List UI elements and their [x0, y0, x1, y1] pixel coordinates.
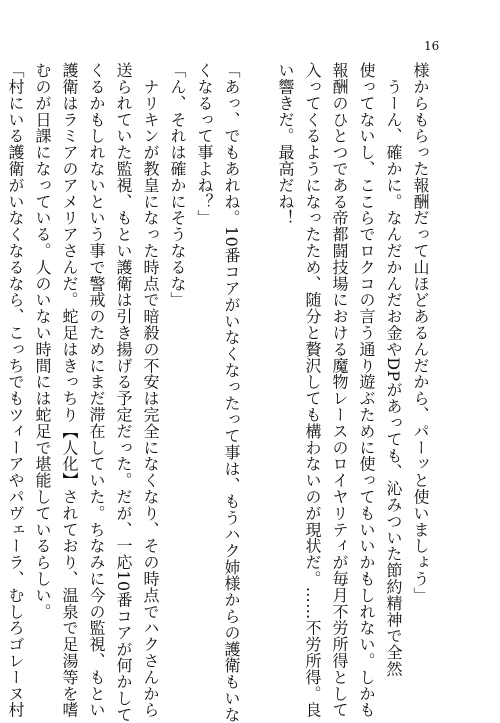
text-line: 報酬のひとつである帝都闘技場における魔物レースのロイヤリティが毎月不労所得として: [330, 62, 349, 718]
page-number: 16: [424, 39, 440, 53]
text-line: 「ん、それは確かにそうなるな」: [168, 62, 187, 308]
text-line: 送られていた監視、もとい護衛は引き揚げる予定だった。だが、一応10番コアが何かして: [114, 62, 133, 723]
text-line: 護衛はラミアのアメリアさんだ。蛇足はきっちり【人化】されており、温泉で足湯等を嗜: [60, 62, 79, 718]
text-line: 「あっ、でもあれね。10番コアがいなくなったって事は、もうハク姉様からの護衛もいな: [222, 62, 241, 723]
text-line: くるかもしれないという事で警戒のためにまだ滞在していた。ちなみに今の監視、もとい: [87, 62, 106, 718]
text-line: うーん、確かに。なんだかんだお金やDPがあっても、沁みついた節約精神で全然: [384, 62, 403, 677]
text-line: ナリキンが教皇になった時点で暗殺の不安は完全になくなり、その時点でハクさんから: [141, 62, 160, 718]
text-line: 「村にいる護衛がいなくなるなら、こっちでもツィーアやパヴェーラ、むしろゴレーヌ村: [6, 62, 25, 718]
text-line: 使ってないし、ここらでロクコの言う通り遊ぶために使ってもいいかもしれない。しかも: [357, 62, 376, 718]
text-line: むのが日課になっている。人のいない時間には蛇足で堪能しているらしい。: [33, 62, 52, 620]
novel-text-block: [0, 62, 434, 723]
blank-line: [245, 62, 272, 660]
text-line: 様からもらった報酬だって山ほどあるんだから、パーッと使いましょう」: [411, 62, 430, 604]
text-line: 入ってくるようになったため、随分と贅沢しても構わないのが現状だ。……不労所得。良: [303, 62, 322, 718]
text-line: くなるって事よね？」: [195, 62, 214, 226]
text-line: い響きだ。最高だね！: [276, 62, 295, 226]
